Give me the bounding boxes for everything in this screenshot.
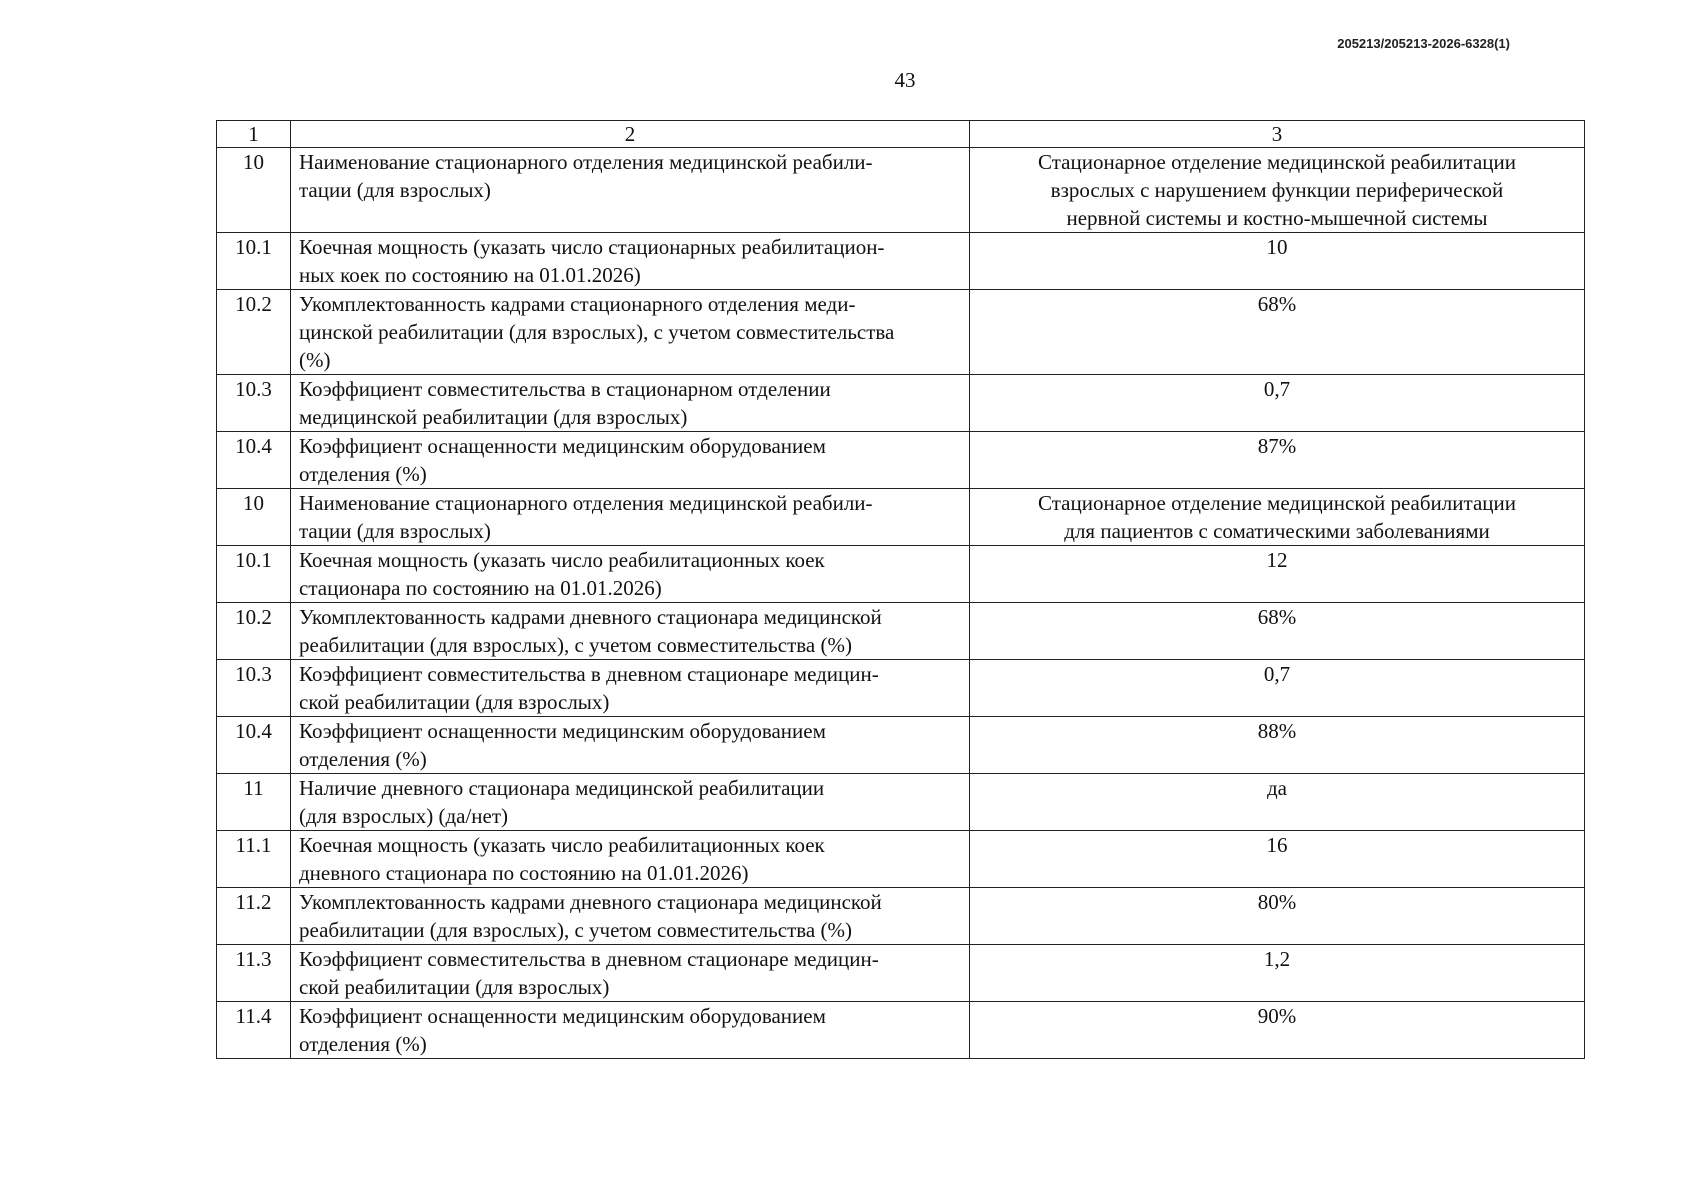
column-header-row (217, 121, 1585, 148)
indicator-value-cell (970, 375, 1585, 432)
row-number-text: 11 (243, 776, 264, 800)
indicator-value-cell (970, 489, 1585, 546)
indicator-value-text: 68% (1257, 292, 1297, 316)
indicator-name-cell (291, 233, 970, 290)
table-row (217, 432, 1585, 489)
indicator-name-text: Коечная мощность (указать число реабилитационных коек дневного стационара по состоянию на 01.01.2026) (299, 833, 825, 885)
indicator-name-text: Коечная мощность (указать число стационарных реабилитацион- ных коек по состоянию на 01.01.2026) (299, 235, 885, 287)
row-number-text: 10 (243, 491, 264, 515)
row-number-text: 11.3 (235, 947, 272, 971)
row-number-cell (217, 660, 291, 717)
row-number-text: 11.1 (235, 833, 272, 857)
table-row (217, 888, 1585, 945)
indicator-name-text: Коэффициент совместительства в стационарном отделении медицинской реабилитации (для взрослых) (299, 377, 831, 429)
indicator-value-text: 10 (1266, 235, 1288, 259)
table-row (217, 489, 1585, 546)
indicator-name-cell (291, 603, 970, 660)
indicator-value-cell (970, 831, 1585, 888)
row-number-cell (217, 375, 291, 432)
row-number-cell (217, 717, 291, 774)
row-number-cell (217, 432, 291, 489)
indicator-name-text: Коэффициент совместительства в дневном стационаре медицин- ской реабилитации (для взрослых) (299, 947, 879, 999)
indicator-name-cell (291, 546, 970, 603)
row-number-text: 10.2 (235, 292, 272, 316)
row-number-text: 10 (243, 150, 264, 174)
indicator-name-cell (291, 148, 970, 233)
row-number-text: 10.3 (235, 377, 272, 401)
indicator-name-text: Укомплектованность кадрами дневного стационара медицинской реабилитации (для взрослых), с учетом совместительства (%) (299, 605, 882, 657)
document-id: 205213/205213-2026-6328(1) (1337, 36, 1510, 51)
indicator-value-text: 87% (1257, 434, 1297, 458)
table-row (217, 233, 1585, 290)
indicator-value-text: 1,2 (1263, 947, 1291, 971)
table-row (217, 290, 1585, 375)
indicator-value-text: 16 (1266, 833, 1288, 857)
indicator-value-text: 0,7 (1263, 377, 1291, 401)
indicator-value-cell (970, 432, 1585, 489)
indicator-name-text: Наименование стационарного отделения медицинской реабили- тации (для взрослых) (299, 150, 873, 202)
indicator-value-cell (970, 290, 1585, 375)
row-number-cell (217, 290, 291, 375)
row-number-text: 10.4 (235, 434, 272, 458)
indicator-name-cell (291, 1002, 970, 1059)
row-number-cell (217, 603, 291, 660)
row-number-cell (217, 489, 291, 546)
indicator-name-cell (291, 375, 970, 432)
indicator-value-text: 80% (1257, 890, 1297, 914)
indicator-name-cell (291, 489, 970, 546)
indicator-value-text: Стационарное отделение медицинской реабилитации для пациентов с соматическими заболеваниями (1038, 491, 1516, 543)
row-number-text: 10.1 (235, 548, 272, 572)
indicator-value-text: 0,7 (1263, 662, 1291, 686)
table-row (217, 660, 1585, 717)
indicator-name-cell (291, 432, 970, 489)
indicator-name-cell (291, 290, 970, 375)
indicator-name-text: Наименование стационарного отделения медицинской реабили- тации (для взрослых) (299, 491, 873, 543)
indicator-value-text: 68% (1257, 605, 1297, 629)
column-header-2: 2 (291, 121, 970, 148)
indicator-value-text: 88% (1257, 719, 1297, 743)
row-number-text: 10.1 (235, 235, 272, 259)
row-number-cell (217, 774, 291, 831)
indicator-value-cell (970, 717, 1585, 774)
row-number-cell (217, 945, 291, 1002)
row-number-text: 11.2 (235, 890, 272, 914)
column-header-1: 1 (217, 121, 291, 148)
indicator-value-text: 12 (1266, 548, 1288, 572)
row-number-text: 10.4 (235, 719, 272, 743)
indicator-name-cell (291, 831, 970, 888)
table-row (217, 603, 1585, 660)
indicator-name-text: Коэффициент совместительства в дневном стационаре медицин- ской реабилитации (для взрослых) (299, 662, 879, 714)
indicator-name-text: Коэффициент оснащенности медицинским оборудованием отделения (%) (299, 719, 826, 771)
indicator-value-cell (970, 148, 1585, 233)
indicator-value-cell (970, 546, 1585, 603)
indicator-name-cell (291, 660, 970, 717)
indicator-name-cell (291, 888, 970, 945)
indicator-name-text: Коечная мощность (указать число реабилитационных коек стационара по состоянию на 01.01.2026) (299, 548, 825, 600)
table-row (217, 945, 1585, 1002)
table-row (217, 717, 1585, 774)
indicator-name-text: Укомплектованность кадрами дневного стационара медицинской реабилитации (для взрослых), с учетом совместительства (%) (299, 890, 882, 942)
indicator-value-cell (970, 1002, 1585, 1059)
indicator-name-text: Укомплектованность кадрами стационарного отделения меди- цинской реабилитации (для взрослых), с учетом совместительства (%) (299, 292, 895, 372)
page-number: 43 (894, 68, 916, 92)
indicator-value-cell (970, 945, 1585, 1002)
column-header-3: 3 (970, 121, 1585, 148)
indicator-name-text: Коэффициент оснащенности медицинским оборудованием отделения (%) (299, 434, 826, 486)
indicator-value-cell (970, 888, 1585, 945)
row-number-cell (217, 148, 291, 233)
table-row (217, 1002, 1585, 1059)
table-row (217, 375, 1585, 432)
indicator-value-text: да (1266, 776, 1287, 800)
indicator-name-cell (291, 945, 970, 1002)
indicator-value-text: 90% (1257, 1004, 1297, 1028)
indicator-value-cell (970, 774, 1585, 831)
row-number-text: 10.3 (235, 662, 272, 686)
indicator-name-cell (291, 717, 970, 774)
row-number-cell (217, 1002, 291, 1059)
indicator-value-cell (970, 603, 1585, 660)
indicator-name-text: Наличие дневного стационара медицинской реабилитации (для взрослых) (да/нет) (299, 776, 825, 828)
indicator-value-text: Стационарное отделение медицинской реабилитации взрослых с нарушением функции периферической нервной системы и костно-мышечной системы (1038, 150, 1516, 230)
row-number-cell (217, 888, 291, 945)
indicator-value-cell (970, 660, 1585, 717)
table-row (217, 774, 1585, 831)
indicators-table (216, 120, 1585, 1059)
indicator-value-cell (970, 233, 1585, 290)
table-row (217, 546, 1585, 603)
indicator-name-cell (291, 774, 970, 831)
row-number-cell (217, 831, 291, 888)
table-row (217, 831, 1585, 888)
table-body (217, 121, 1585, 1059)
row-number-cell (217, 546, 291, 603)
row-number-text: 11.4 (235, 1004, 272, 1028)
table-row (217, 148, 1585, 233)
row-number-cell (217, 233, 291, 290)
row-number-text: 10.2 (235, 605, 272, 629)
indicator-name-text: Коэффициент оснащенности медицинским оборудованием отделения (%) (299, 1004, 826, 1056)
